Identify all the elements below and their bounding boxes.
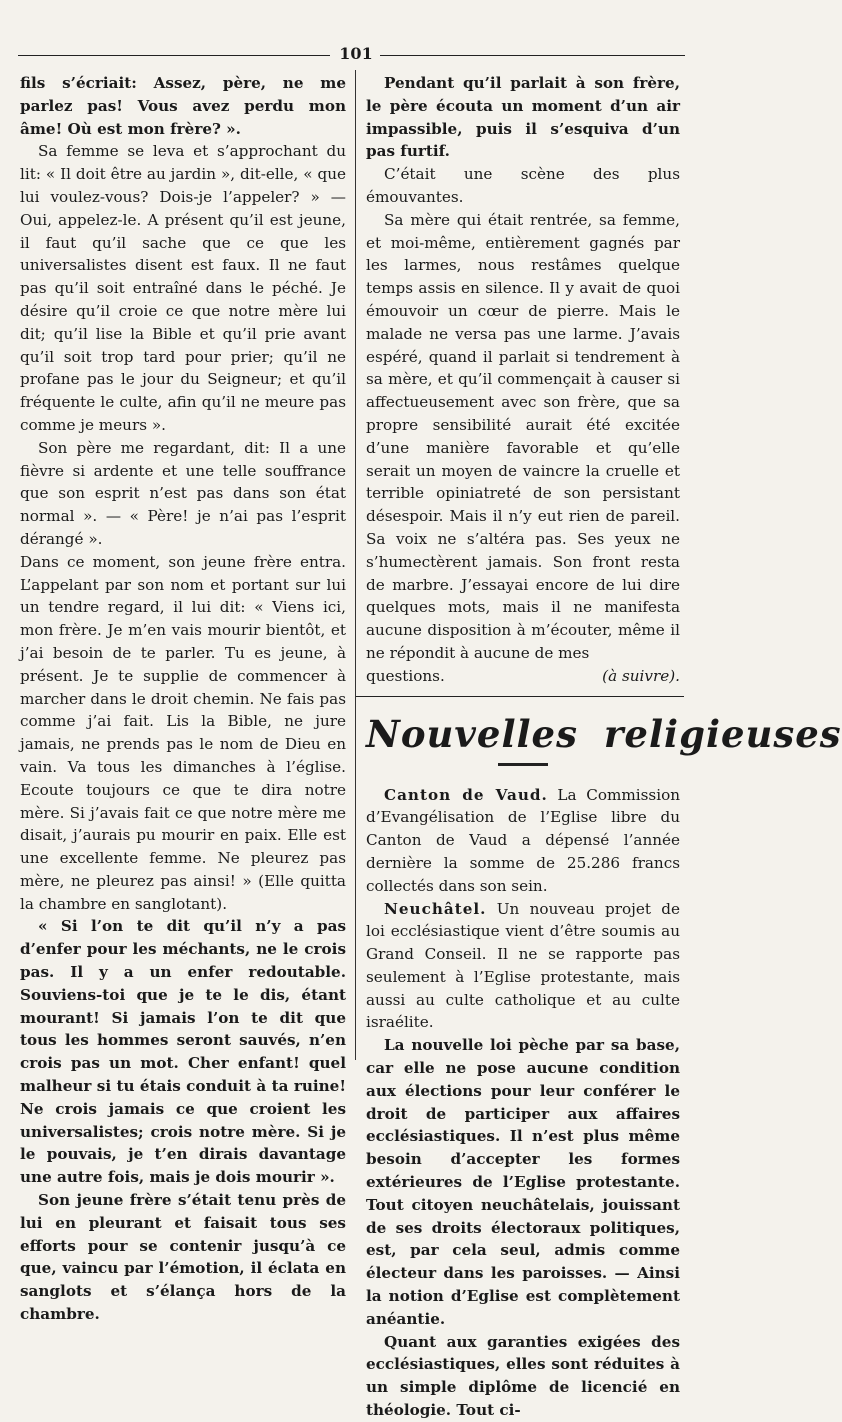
column-divider <box>355 70 356 1060</box>
paragraph: Sa mère qui était rentrée, sa femme, et moi-même, entièrement gagnés par les larmes, nous restâmes quelque temps assis en silence. Il y avait de quoi émouvoir un cœur de pierre. Mais le malade ne versa pas une larme. J’avais espéré, quand il parlait si tendrement à sa mère, et qu’il commençait à causer si affectueusement avec son frère, que sa propre sensibilité aurait été excitée d’une manière favorable et qu’elle serait un moyen de vaincre la cruelle et terrible opiniatreté de son persistant désespoir. Mais il n’y eut rien de pareil. Sa voix ne s’altéra pas. Ses yeux ne s’humectèrent jamais. Son front resta de marbre. J’essayai encore de lui dire quelques mots, mais il ne manifesta aucune disposition à m’écouter, même il ne répondit à aucune de mes <box>366 210 680 662</box>
paragraph: Quant aux garanties exigées des ecclésiastiques, elles sont réduites à un simple diplôme de licencié en théologie. Tout ci- <box>366 1332 680 1420</box>
news-item-text: Un nouveau projet de loi ecclésiastique vient d’être soumis au Grand Conseil. Il ne se rapporte pas seulement à l’Eglise protestante, mais aussi au culte catholique et au culte israélite. <box>366 899 680 1032</box>
section-title-word-2: religieuses <box>603 711 842 756</box>
paragraph: La nouvelle loi pèche par sa base, car elle ne pose aucune condition aux élections pour leur conférer le droit de participer aux affaires ecclésiastiques. Il n’est plus même besoin d’accepter les formes extérieures de l’Eglise protestante. Tout citoyen neuchâtelais, jouissant de ses droits électoraux politiques, est, par cela seul, admis comme électeur dans les paroisses. — Ainsi la notion d’Eglise est complètement anéantie. <box>366 1036 680 1328</box>
news-item <box>366 784 680 898</box>
news-item <box>366 898 680 1035</box>
section-title-word-1: Nouvelles <box>366 711 578 756</box>
page-header <box>18 44 744 66</box>
page-number: 101 <box>339 44 373 63</box>
header-rule-right <box>380 55 685 56</box>
news-item-heading: Canton de Vaud. <box>384 785 548 804</box>
paragraph: Son jeune frère s’était tenu près de lui en pleurant et faisait tous ses efforts pour se contenir jusqu’à ce que, vaincu par l’émotion, il éclata en sanglots et s’élança hors de la chambre. <box>20 1191 346 1324</box>
paragraph: Pendant qu’il parlait à son frère, le père écouta un moment d’un air impassible, puis il s’esquiva d’un pas furtif. <box>366 74 680 161</box>
title-underline <box>498 763 548 766</box>
header-rule-left <box>18 55 330 56</box>
paragraph: « Si l’on te dit qu’il n’y a pas d’enfer pour les méchants, ne le crois pas. Il y a un enfer redoutable. Souviens-toi que je te le dis, étant mourant! Si jamais l’on te dit que tous les hommes seront sauvés, n’en crois pas un mot. Cher enfant! quel malheur si tu étais conduit à ta ruine! Ne crois jamais ce que croient les universalistes; crois notre mère. Si je le pouvais, je t’en dirais davantage une autre fois, mais je dois mourir ». <box>20 917 346 1187</box>
last-line-text: questions. <box>366 666 445 685</box>
continuation-line <box>366 665 680 688</box>
left-column <box>20 72 346 1326</box>
to-be-continued: (à suivre). <box>602 666 680 685</box>
right-column <box>366 72 842 1422</box>
paragraph: fils s’écriait: Assez, père, ne me parlez pas! Vous avez perdu mon âme! Où est mon frère? ». <box>20 74 346 138</box>
section-rule <box>356 696 684 697</box>
paragraph: C’était une scène des plus émouvantes. <box>366 165 680 206</box>
news-item-text: La Commission d’Evangélisation de l’Eglise libre du Canton de Vaud a dépensé l’année dernière la somme de 25.286 francs collectés dans son sein. <box>366 785 680 895</box>
paragraph: Dans ce moment, son jeune frère entra. L’appelant par son nom et portant sur lui un tendre regard, il lui dit: « Viens ici, mon frère. Je m’en vais mourir bientôt, et j’ai besoin de te parler. Tu es jeune, à présent. Je te supplie de commencer à marcher dans le droit chemin. Ne fais pas comme j’ai fait. Lis la Bible, ne jure jamais, ne prends pas le nom de Dieu en vain. Va tous les dimanches à l’église. Ecoute toujours ce que te dira notre mère. Si j’avais fait ce que notre mère me disait, j’aurais pu mourir en paix. Elle est une excellente femme. Ne pleurez pas mère, ne pleurez pas ainsi! » (Elle quitta la chambre en sanglotant). <box>20 552 346 913</box>
paragraph: Son père me regardant, dit: Il a une fièvre si ardente et une telle souffrance que son esprit n’est pas dans son état normal ». — « Père! je n’ai pas l’esprit dérangé ». <box>20 438 346 548</box>
news-item-heading: Neuchâtel. <box>384 899 487 918</box>
section-title <box>366 711 842 757</box>
paragraph: Sa femme se leva et s’approchant du lit: « Il doit être au jardin », dit-elle, « que lui voulez-vous? Dois-je l’appeler? » — Oui, appelez-le. A présent qu’il est jeune, il faut qu’il sache que ce que les universalistes disent est faux. Il ne faut pas qu’il soit entraîné dans le péché. Je désire qu’il croie ce que notre mère lui dit; qu’il lise la Bible et qu’il prie avant qu’il soit trop tard pour prier; qu’il ne profane pas le jour du Seigneur; et qu’il fréquente le culte, afin qu’il ne meure pas comme je meurs ». <box>20 142 346 434</box>
